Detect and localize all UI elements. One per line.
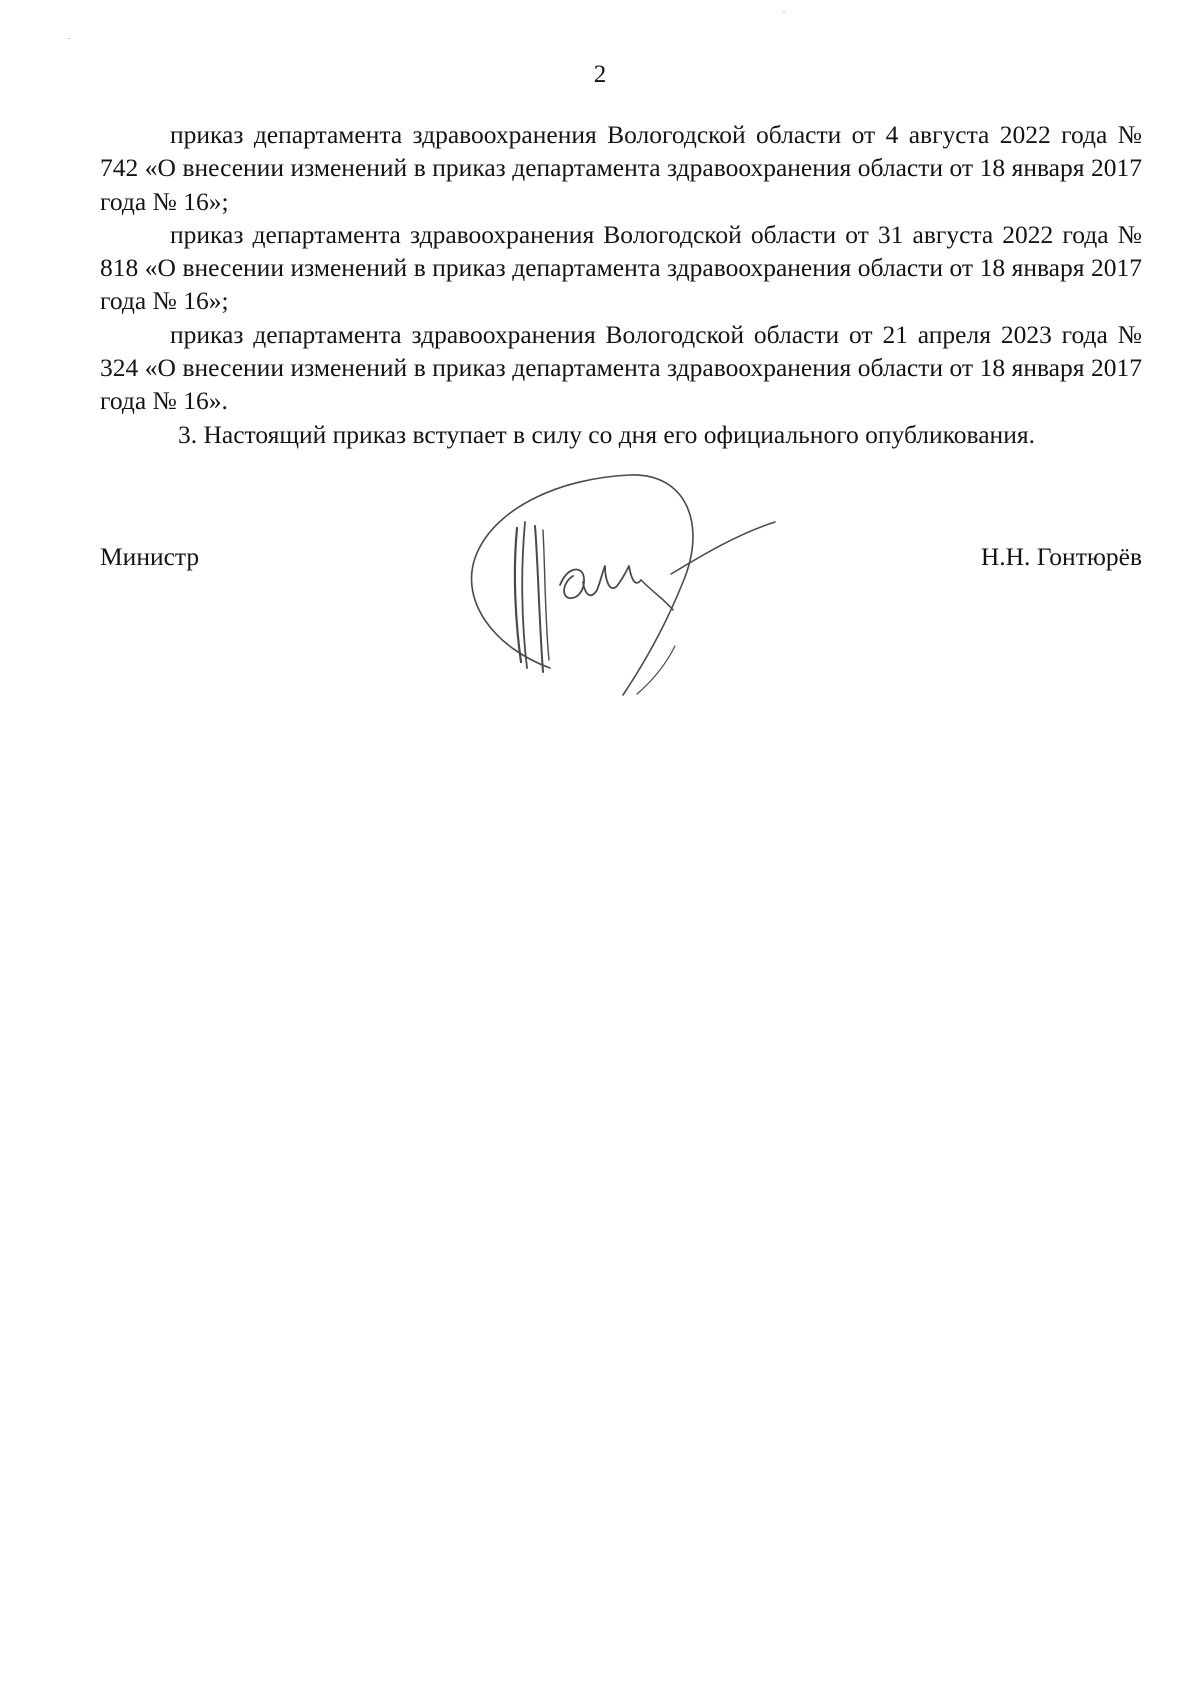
handwritten-signature bbox=[455, 470, 810, 710]
signatory-position: Министр bbox=[100, 542, 200, 571]
paragraph-order-742: приказ департамента здравоохранения Вологодской области от 4 августа 2022 года № 742 «О внесении изменений в приказ департамента здравоохранения области от 18 января 2017 года № 16»; bbox=[100, 120, 1142, 216]
scan-speck bbox=[783, 12, 785, 13]
document-body bbox=[100, 118, 1142, 451]
paragraph-item-3: 3. Настоящий приказ вступает в силу со дня его официального опубликования. bbox=[178, 419, 1035, 449]
page-number: 2 bbox=[593, 61, 607, 88]
scan-speck bbox=[68, 38, 70, 39]
paragraph-order-324: приказ департамента здравоохранения Вологодской области от 21 апреля 2023 года № 324 «О внесении изменений в приказ департамента здравоохранения области от 18 января 2017 года № 16». bbox=[100, 319, 1142, 416]
signatory-name: Н.Н. Гонтюрёв bbox=[980, 542, 1142, 571]
paragraph-order-818: приказ департамента здравоохранения Вологодской области от 31 августа 2022 года № 818 «О внесении изменений в приказ департамента здравоохранения области от 18 января 2017 года № 16»; bbox=[100, 219, 1142, 316]
